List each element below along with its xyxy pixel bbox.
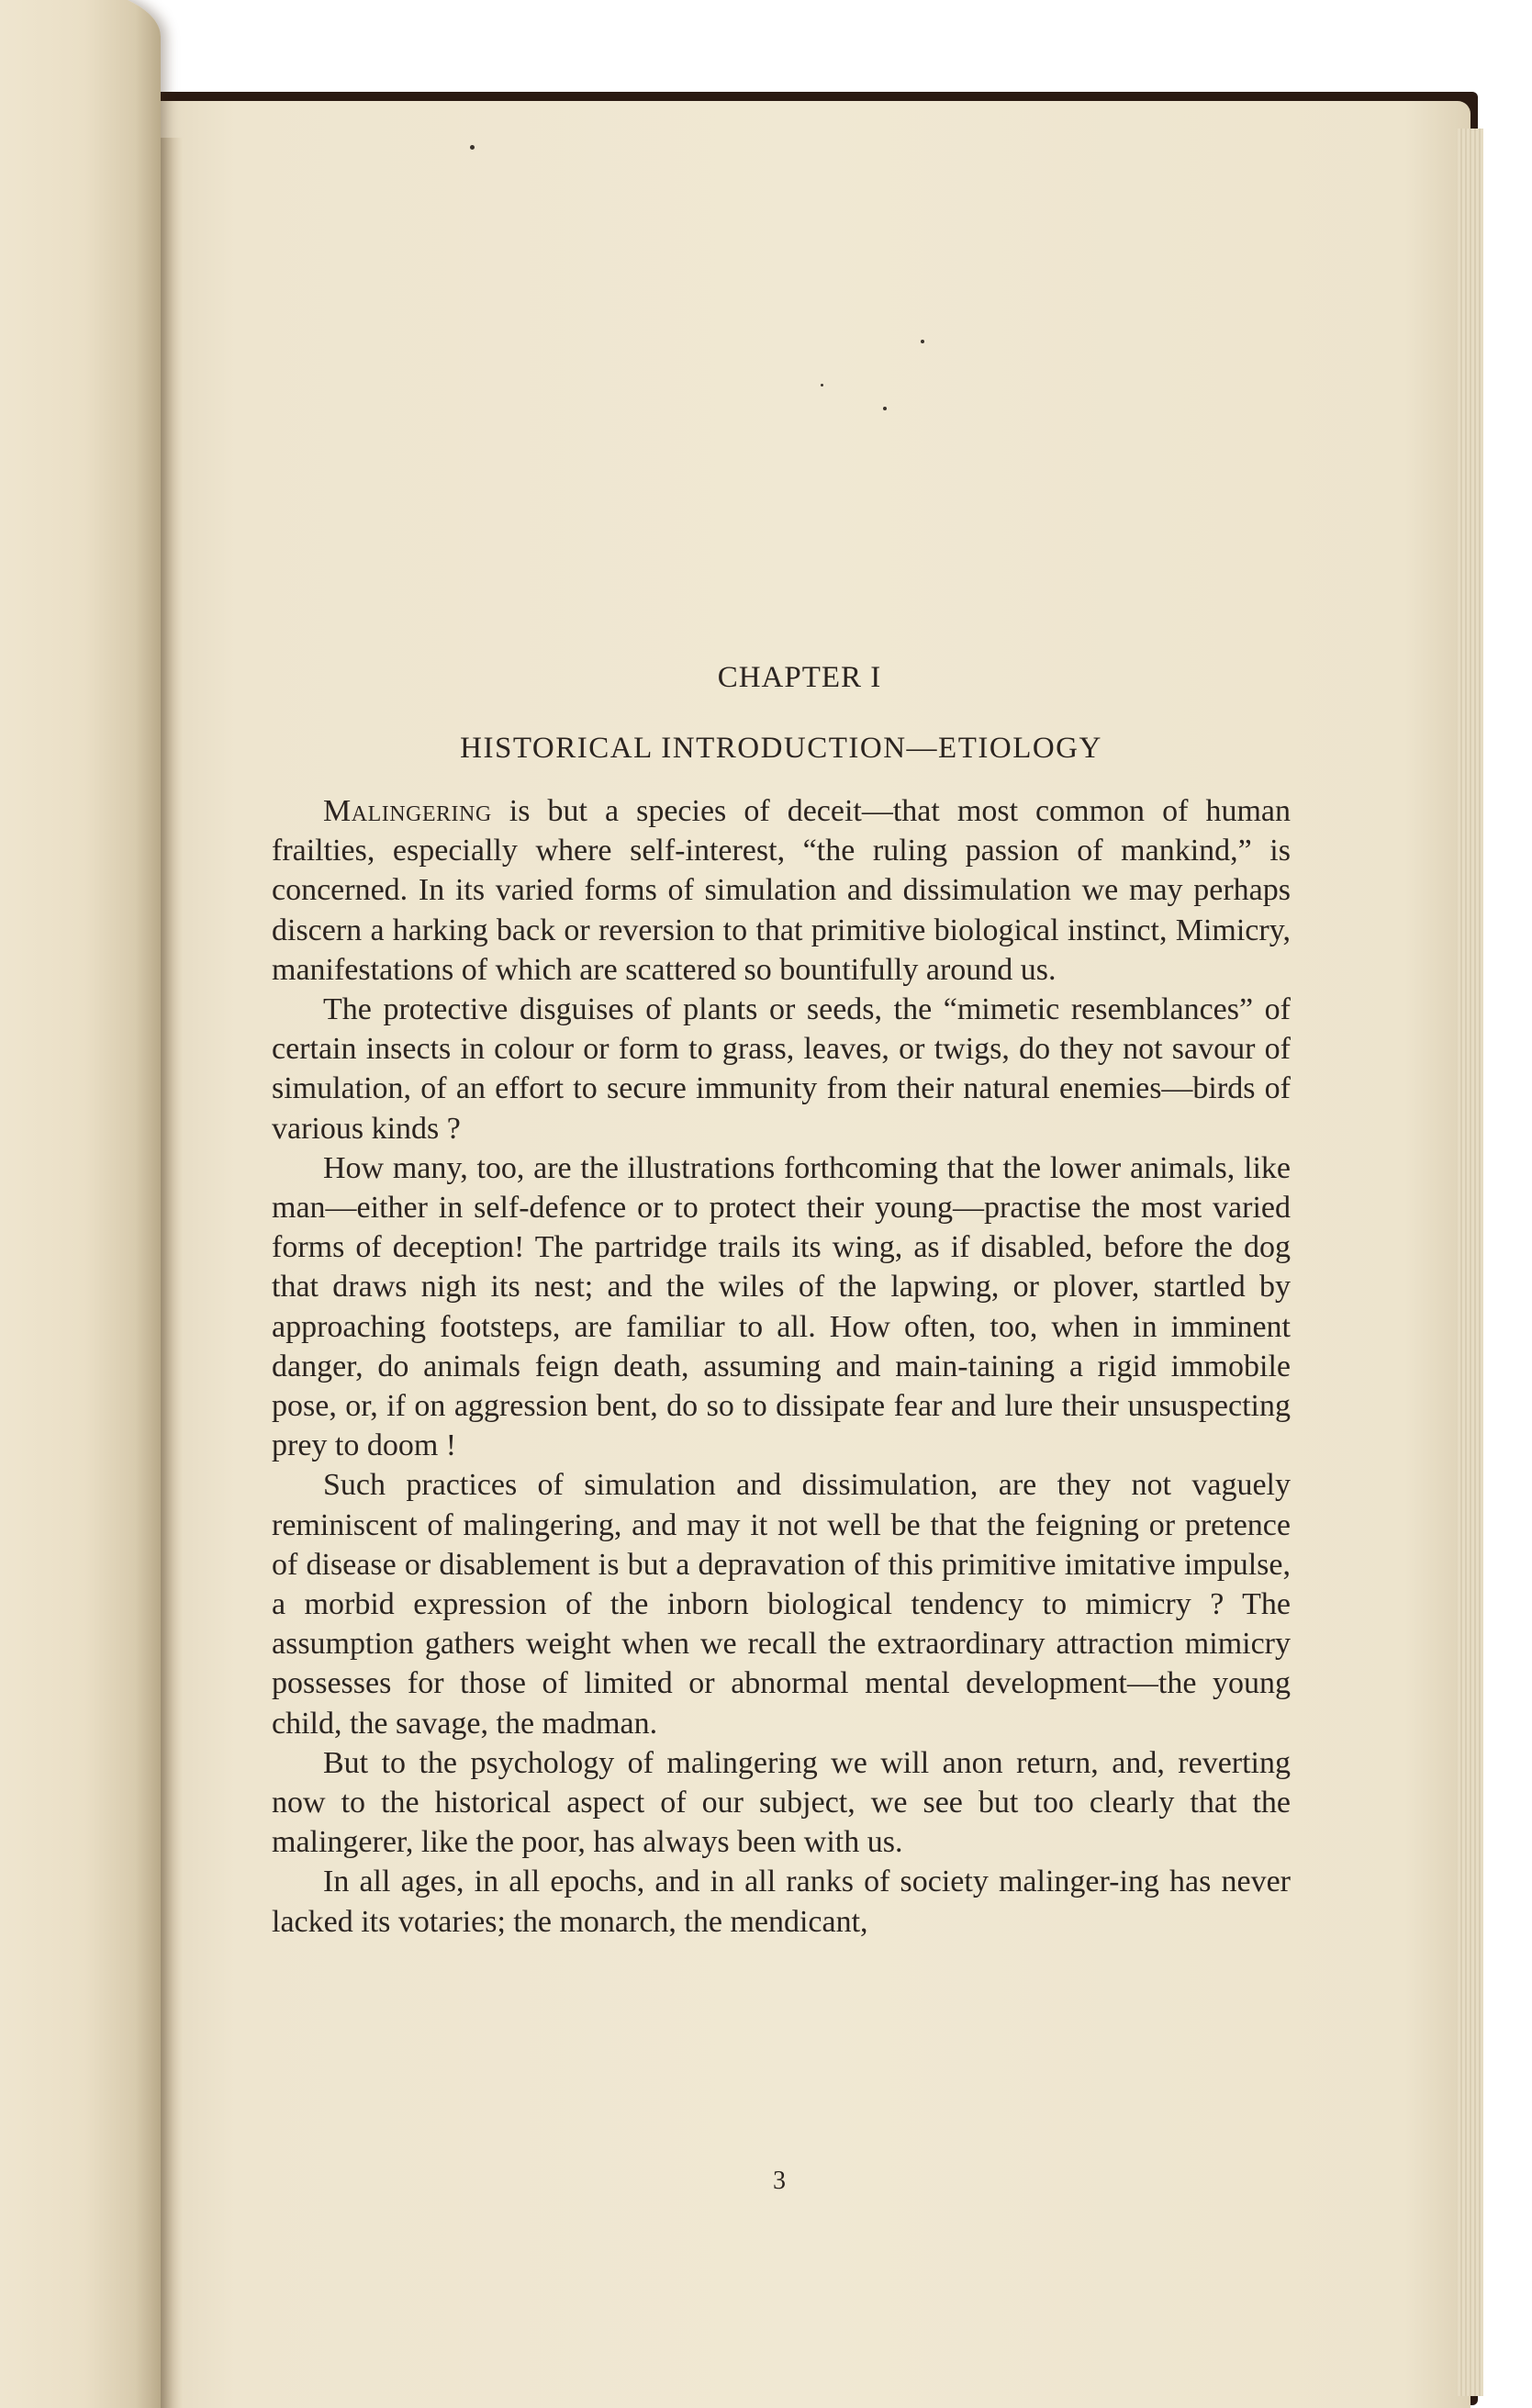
paper-speck bbox=[921, 340, 924, 343]
paragraph-2: The protective disguises of plants or seeds, the “mimetic resemblances” of certain insects in colour or form to grass, leaves, or twigs, do they not savour of simulation, of an effort to secure immunity from their natural enemies—birds of various kinds ? bbox=[272, 992, 1291, 1146]
paragraph-6: In all ages, in all epochs, and in all ranks of society malinger-ing has never lacked its votaries; the monarch, the mendicant, bbox=[272, 1865, 1291, 1939]
page-number: 3 bbox=[773, 2167, 786, 2195]
page-text-block bbox=[272, 661, 1291, 1942]
paragraph-1-text: is but a species of deceit—that most common of human frailties, especially where self-interest, “the ruling passion of mankind,” is concerned. In its varied forms of simulation and dissimulation we may perhaps discern a harking back or reversion to that primitive biological instinct, Mimicry, manifestations of which are scattered so bountifully around us. bbox=[272, 794, 1291, 987]
paper-speck bbox=[470, 145, 475, 150]
paragraph-3: How many, too, are the illustrations forthcoming that the lower animals, like man—either in self-defence or to protect their young—practise the most varied forms of deception! The partridge trails its wing, as if disabled, before the dog that draws nigh its nest; and the wiles of the lapwing, or plover, startled by approaching footsteps, are familiar to all. How often, too, when in imminent danger, do animals feign death, assuming and main-taining a rigid immobile pose, or, if on aggression bent, do so to dissipate fear and lure their unsuspecting prey to doom ! bbox=[272, 1150, 1291, 1463]
paragraph-4: Such practices of simulation and dissimulation, are they not vaguely reminiscent of malingering, and may it not well be that the feigning or pretence of disease or disablement is but a depravation of this primitive imitative impulse, a morbid expression of the inborn biological tendency to mimicry ? The assumption gathers weight when we recall the extraordinary attraction mimicry possesses for those of limited or abnormal mental development—the young child, the savage, the madman. bbox=[272, 1468, 1291, 1741]
opening-word: Malingering bbox=[323, 794, 492, 828]
left-page-curl bbox=[0, 0, 161, 2408]
chapter-heading: CHAPTER I bbox=[717, 661, 882, 694]
paragraph-5: But to the psychology of malingering we will anon return, and, reverting now to the historical aspect of our subject, we see but too clearly that the malingerer, like the poor, has always been with us. bbox=[272, 1745, 1291, 1860]
page-block-edges bbox=[1458, 129, 1483, 2396]
paper-speck bbox=[883, 407, 887, 410]
paragraph-1 bbox=[272, 791, 1291, 990]
paper-speck bbox=[821, 384, 823, 386]
chapter-title: HISTORICAL INTRODUCTION—ETIOLOGY bbox=[460, 732, 1102, 765]
